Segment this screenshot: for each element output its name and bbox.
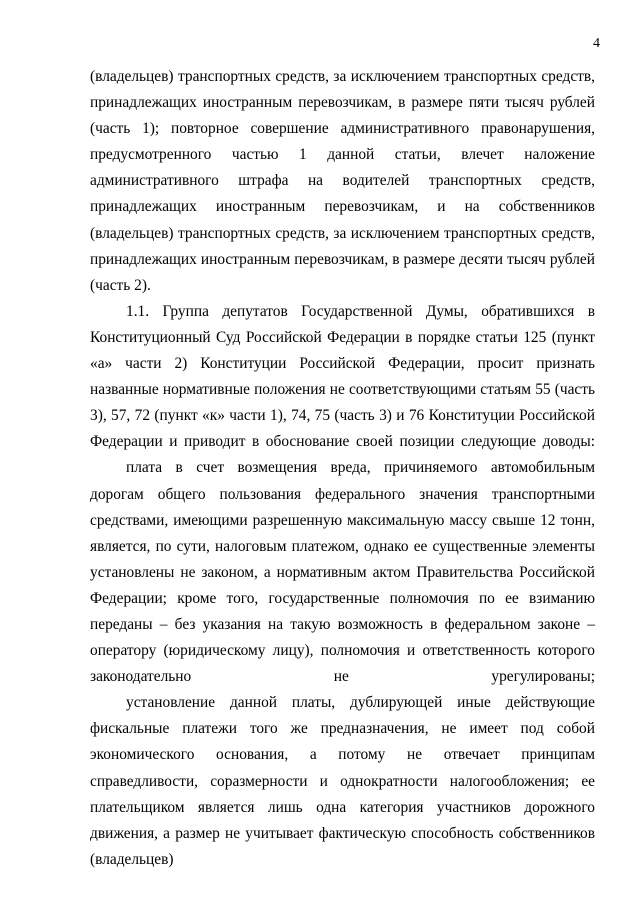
text-line: принадлежащих иностранным перевозчикам, в размере пяти тысяч рублей	[90, 94, 595, 112]
text-line: общего пользования федерального значения транспортными средствами,	[90, 485, 595, 529]
text-line: (владельцев) транспортных средств, за исключением транспортных средств,	[90, 224, 595, 242]
text-line: (владельцев) транспортных средств, за исключением транспортных средств,	[90, 68, 595, 85]
text-line: принадлежащих иностранным перевозчикам, в размере десяти тысяч рублей	[90, 250, 595, 268]
paragraph-penalty-continuation	[90, 64, 595, 299]
text-line: не законом, а нормативным актом Правительства Российской Федерации;	[90, 563, 595, 607]
text-line: соразмерности и однократности налогообложения; ее плательщиком является	[90, 772, 595, 816]
text-line: лишь одна категория участников дорожного движения, а размер не	[90, 798, 595, 842]
text-line: имеющими разрешенную максимальную массу свыше 12 тонн, является, по	[90, 511, 595, 555]
text-line: законодательно не урегулированы;	[90, 668, 595, 686]
text-line: экономического основания, а потому не отвечает принципам справедливости,	[90, 746, 595, 790]
text-line: (юридическому лицу), полномочия и ответственность которого	[163, 642, 595, 660]
text-line: 1.1. Группа депутатов Государственной Думы, обратившихся в	[126, 302, 595, 320]
text-line: Конституционный Суд Российской Федерации в порядке статьи 125 (пункт	[90, 328, 595, 346]
paragraph-deputies-request	[90, 299, 595, 456]
text-line: кроме того, государственные полномочия по ее взиманию переданы – без	[90, 589, 595, 633]
text-line: (часть 1); повторное совершение административного правонарушения,	[90, 120, 595, 138]
text-line: принадлежащих иностранным перевозчикам, и на собственников	[90, 198, 595, 216]
text-line: Федерации и приводит в обоснование своей позиции следующие доводы:	[90, 433, 595, 451]
text-line: плата в счет возмещения вреда, причиняемого автомобильным дорогам	[90, 459, 595, 503]
text-line: 3), 57, 72 (пункт «к» части 1), 74, 75 (часть 3) и 76 Конституции Российской	[90, 407, 595, 425]
text-line: учитывает фактическую способность собственников (владельцев)	[90, 824, 595, 868]
text-line: административного штрафа на водителей транспортных средств,	[90, 172, 595, 190]
document-body	[90, 64, 595, 873]
text-line: установление данной платы, дублирующей иные действующие	[126, 694, 595, 712]
page-number: 4	[593, 36, 600, 51]
paragraph-argument-duplication	[90, 690, 595, 873]
paragraph-argument-tax-nature	[90, 455, 595, 690]
text-line: (часть 2).	[90, 276, 151, 294]
text-line: названные нормативные положения не соответствующими статьям 55 (часть	[90, 381, 595, 399]
text-line: сути, налоговым платежом, однако ее существенные элементы установлены	[90, 537, 595, 581]
text-line: «а» части 2) Конституции Российской Федерации, просит признать	[90, 355, 595, 373]
text-line: фискальные платежи того же предназначения, не имеет под собой	[90, 720, 595, 738]
text-line: указания на такую возможность в федеральном законе – оператору	[90, 615, 595, 660]
text-line: предусмотренного частью 1 данной статьи, влечет наложение	[90, 146, 595, 164]
